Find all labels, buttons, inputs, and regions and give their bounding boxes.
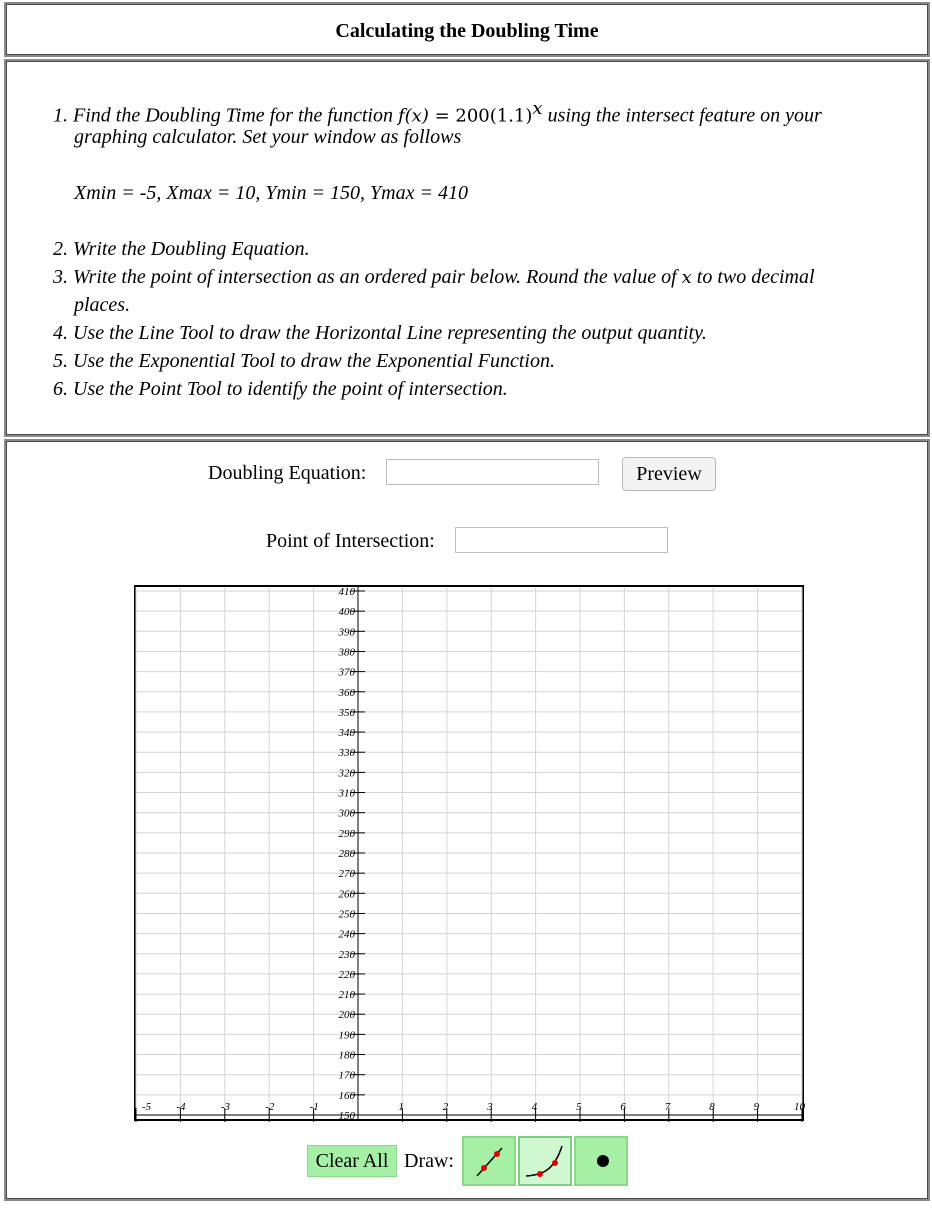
instruction-3-text: 3. Write the point of intersection as an ordered pair below. Round the value of [53,266,682,288]
title-panel [4,2,930,57]
instruction-3-suffix: to two decimal [691,266,815,288]
y-tick-label: 370 [338,666,355,679]
instruction-4: 4. Use the Line Tool to draw the Horizontal Line representing the output quantity. [53,322,707,344]
y-tick-label: 410 [338,586,355,598]
y-tick-label: 330 [338,747,355,760]
y-tick-label: 380 [338,646,355,659]
point-of-intersection-label: Point of Intersection: [266,530,435,552]
x-tick-label: -2 [265,1101,275,1113]
x-tick-label: -1 [309,1101,319,1113]
x-tick-label: 1 [398,1101,404,1113]
y-tick-label: 200 [338,1009,355,1022]
doubling-equation-label: Doubling Equation: [208,462,367,484]
y-tick-label: 400 [338,606,355,619]
y-tick-label: 350 [338,706,355,719]
y-tick-label: 250 [338,908,355,921]
y-tick-label: 360 [338,686,355,699]
graph-canvas[interactable] [134,585,804,1121]
clear-all-button[interactable]: Clear All [307,1145,397,1177]
y-tick-label: 390 [338,626,355,639]
x-tick-label: 6 [620,1101,626,1113]
instruction-3 [53,263,815,292]
y-tick-label: 160 [338,1089,355,1102]
graph-svg[interactable] [136,586,805,1122]
instruction-3-line2: places. [74,294,131,316]
line-tool-button[interactable] [462,1136,516,1186]
x-tick-label: 8 [709,1101,715,1113]
x-tick-label: -4 [176,1101,186,1113]
y-tick-label: 340 [338,727,355,740]
y-tick-label: 300 [338,807,355,820]
instruction-1-line2: graphing calculator. Set your window as follows [74,126,462,148]
instruction-5: 5. Use the Exponential Tool to draw the Exponential Function. [53,350,555,372]
exponential-tool-button[interactable] [518,1136,572,1186]
point-of-intersection-input[interactable] [455,527,668,553]
window-settings: Xmin = -5, Xmax = 10, Ymin = 150, Ymax = 410 [74,182,468,204]
doubling-equation-input[interactable] [386,459,599,485]
instruction-1-suffix: using the intersect feature on your [542,104,822,127]
point-tool-button[interactable] [574,1136,628,1186]
x-tick-label: -3 [220,1101,230,1113]
instruction-1-text: 1. Find the Doubling Time for the function [53,104,398,127]
x-tick-label: 9 [753,1101,760,1113]
y-tick-label: 150 [338,1110,355,1122]
x-tick-label: 3 [487,1101,493,1113]
y-tick-label: 220 [338,968,355,981]
y-tick-label: 180 [338,1049,355,1062]
function-equation: = 200(1.1) [428,105,533,127]
x-tick-label: 10 [794,1101,805,1113]
y-tick-label: 210 [338,989,355,1002]
y-tick-label: 190 [338,1029,355,1042]
x-tick-label: -5 [142,1101,152,1113]
y-tick-label: 230 [338,948,355,961]
y-tick-label: 290 [338,827,355,840]
y-tick-label: 240 [338,928,355,941]
line-tool-icon [464,1138,514,1184]
x-tick-label: 5 [576,1101,582,1113]
y-tick-label: 310 [338,787,355,800]
y-tick-label: 320 [338,767,355,780]
exponential-curve-icon [520,1138,570,1184]
y-tick-label: 280 [338,848,355,860]
y-tick-label: 270 [338,868,355,881]
function-name: f(x) [397,105,429,127]
preview-button[interactable]: Preview [622,457,716,491]
x-tick-label: 7 [664,1101,671,1113]
x-tick-label: 2 [442,1101,449,1113]
instruction-2: 2. Write the Doubling Equation. [53,238,310,260]
y-tick-label: 170 [338,1069,355,1082]
instruction-3-variable: x [681,267,692,288]
y-tick-label: 260 [338,888,355,901]
x-tick-label: 4 [531,1101,538,1113]
point-icon [576,1138,626,1184]
function-exponent: x [532,98,543,119]
draw-label: Draw: [404,1150,454,1172]
page-title: Calculating the Doubling Time [335,20,599,42]
instruction-6: 6. Use the Point Tool to identify the point of intersection. [53,378,508,400]
